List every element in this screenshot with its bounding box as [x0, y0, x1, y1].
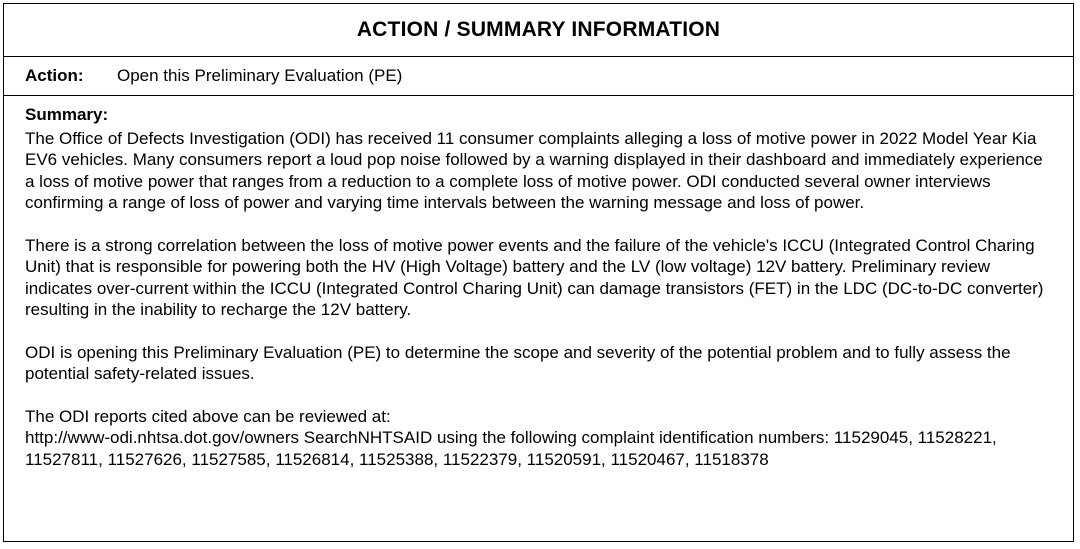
summary-label: Summary: [25, 105, 109, 124]
summary-paragraph-2: There is a strong correlation between the loss of motive power events and the failure of the vehicle's ICCU (Integrated Control Charing Unit) that is responsible for powering both the HV (High Voltage) battery and the LV (low voltage) 12V battery. Preliminary review indicates over-current within the ICCU (Integrated Control Charing Unit) can damage transistors (FET) in the LDC (DC-to-DC converter) resulting in the inability to recharge the 12V battery. [25, 235, 1044, 319]
action-row [4, 57, 1073, 96]
summary-paragraph-1: The Office of Defects Investigation (ODI) has received 11 consumer complaints alleging a loss of motive power in 2022 Model Year Kia EV6 vehicles. Many consumers report a loud pop noise followed by a warning displayed in their dashboard and immediately experience a loss of motive power that ranges from a reduction to a complete loss of motive power. ODI conducted several owner interviews confirming a range of loss of power and varying time intervals between the warning message and loss of power. [25, 128, 1043, 212]
title-row [4, 4, 1073, 57]
page-title: ACTION / SUMMARY INFORMATION [356, 18, 721, 41]
action-value: Open this Preliminary Evaluation (PE) [117, 66, 403, 85]
reports-intro: The ODI reports cited above can be reviewed at: [25, 406, 391, 426]
reports-detail: http://www-odi.nhtsa.dot.gov/owners SearchNHTSAID using the following complaint identification numbers: 11529045, 11528221, 11527811, 11527626, 11527585, 11526814, 11525388, 11522379, 11520591, 11520467, 11518378 [25, 428, 997, 469]
action-label: Action: [25, 66, 84, 85]
summary-section [4, 96, 1073, 470]
summary-paragraph-3: ODI is opening this Preliminary Evaluation (PE) to determine the scope and severity of the potential problem and to fully assess the potential safety-related issues. [25, 342, 1011, 383]
action-summary-table [3, 3, 1074, 542]
reports-paragraph [25, 406, 1052, 471]
